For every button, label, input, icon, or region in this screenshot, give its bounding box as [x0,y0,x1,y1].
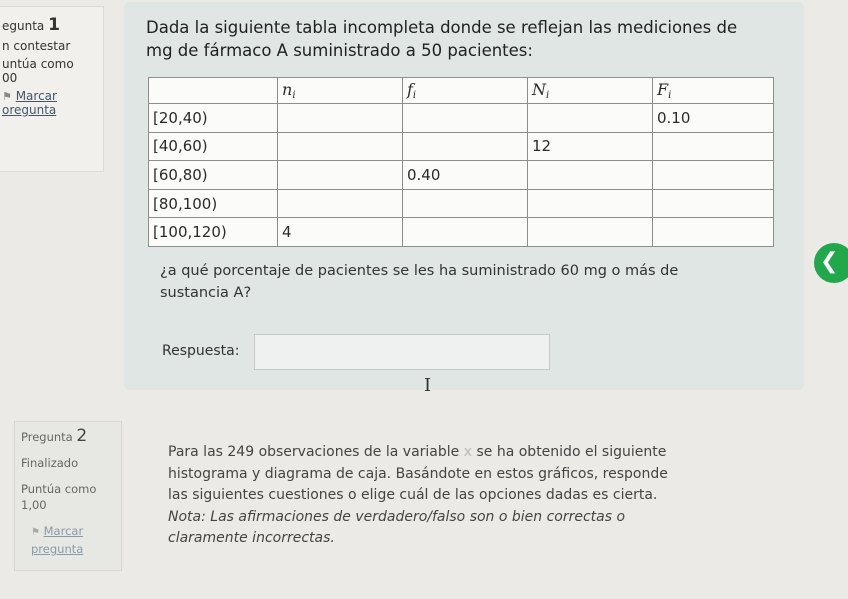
table-cell: [100,120) [149,218,278,247]
table-cell [278,104,403,133]
table-row [149,161,774,190]
flag-icon: ⚑ [31,527,40,538]
question-2-score-label: Puntúa como [21,482,97,496]
flag-icon: ⚑ [2,90,12,103]
question-2-note: Nota: Las afirmaciones de verdadero/falso son o bien correctas o [168,508,626,525]
table-cell: [60,80) [149,161,278,190]
text-cursor-icon: I [424,375,432,396]
table-cell: [40,60) [149,132,278,161]
table-cell [403,104,528,133]
answer-input[interactable] [254,334,550,370]
table-cell [528,189,653,218]
table-header-row [149,78,774,104]
question-1-status: n contestar [2,39,71,53]
question-2-info [14,421,122,571]
table-row [149,104,774,133]
header-ni: $n_i$ [278,78,403,104]
question-1-flag-link[interactable]: ⚑ Marcar [2,89,57,103]
table-row [149,218,774,247]
table-cell [653,218,774,247]
table-cell [653,189,774,218]
table-cell [278,189,403,218]
question-1-score-value: 00 [2,71,18,85]
question-1-score-label: untúa como [2,57,74,71]
table-row [149,132,774,161]
table-cell [653,161,774,190]
chevron-left-icon[interactable]: ❮ [814,243,848,283]
table-cell: 12 [528,132,653,161]
table-cell [653,132,774,161]
table-cell: 0.10 [653,104,774,133]
question-2-status: Finalizado [21,456,79,470]
question-1-info [0,6,104,172]
table-cell: [20,40) [149,104,278,133]
header-class [149,78,278,104]
question-2-flag-link[interactable]: ⚑ Marcar [31,524,84,538]
table-cell [278,132,403,161]
subquestion-text: ¿a qué porcentaje de pacientes se les ha suministrado 60 mg o más de sustancia A? [160,263,679,301]
table-cell: [80,100) [149,189,278,218]
question-2-score-value: 1,00 [21,498,47,512]
table-cell [403,218,528,247]
table-cell [528,161,653,190]
table-cell [403,132,528,161]
table-cell [528,218,653,247]
table-cell [278,161,403,190]
table-cell [528,104,653,133]
question-1-flag-link-2[interactable]: oregunta [2,103,57,117]
table-cell: 0.40 [403,161,528,190]
question-1-text: Dada la siguiente tabla incompleta donde se reflejan las mediciones de mg de fármaco A suministrado a 50 pacientes: [146,18,738,60]
variable-x: x [463,444,473,460]
header-Ni: $N_i$ [528,78,653,104]
question-2-number: Pregunta 2 [21,426,88,446]
table-cell: 4 [278,218,403,247]
question-2-flag-link-2[interactable]: pregunta [31,542,84,556]
question-1-number: egunta 1 [2,15,60,35]
header-Fi: $F_i$ [653,78,774,104]
question-2-text: Para las 249 observaciones de la variable x se ha obtenido el siguiente histograma y diagrama de caja. Basándote en estos gráficos, responde las siguientes cuestiones o elige cuál de las opciones dadas es cierta. Nota: Las afirmaciones de verdadero/falso son o bien correctas o claramente incorrectas. [168,442,748,550]
question-2-note-2: claramente incorrectas. [168,530,335,546]
header-fi: $f_i$ [403,78,528,104]
table-row [149,189,774,218]
answer-label: Respuesta: [162,343,240,359]
frequency-table [148,77,774,247]
table-cell [403,189,528,218]
